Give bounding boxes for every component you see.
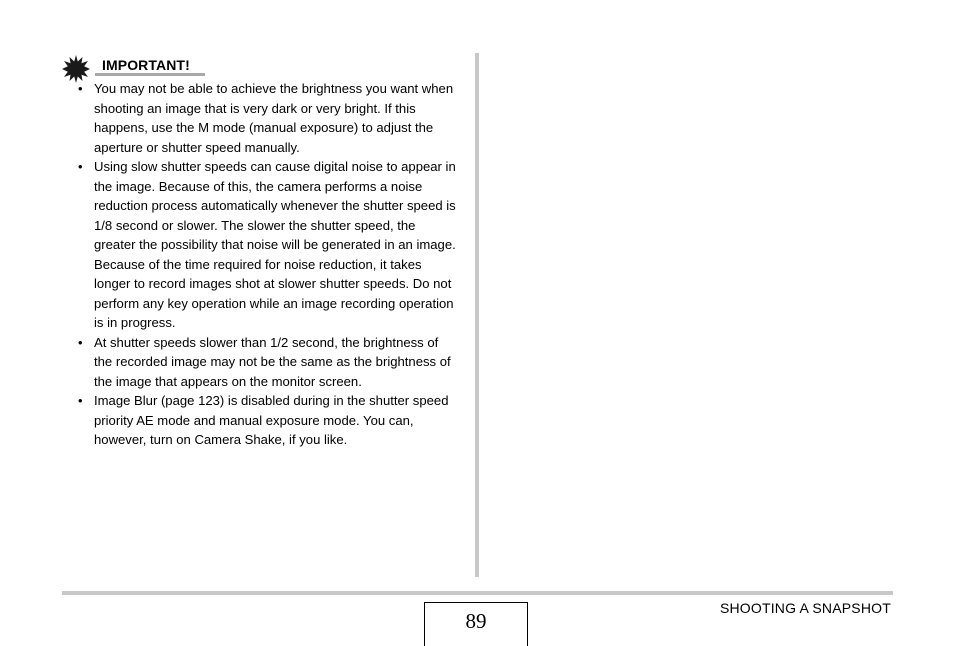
footer-rule [62, 591, 893, 595]
section-title: SHOOTING A SNAPSHOT [719, 600, 891, 616]
important-heading: IMPORTANT! [102, 57, 190, 73]
bullet-item: • At shutter speeds slower than 1/2 second, the brightness of the recorded image may not be the same as the brightness of the image that appears on the monitor screen. [78, 333, 458, 392]
bullet-item: • Image Blur (page 123) is disabled during in the shutter speed priority AE mode and manual exposure mode. You can, however, turn on Camera Shake, if you like. [78, 391, 458, 450]
column-divider [475, 53, 479, 577]
bullet-item: • Using slow shutter speeds can cause digital noise to appear in the image. Because of this, the camera performs a noise reduction process automatically whenever the shutter speed is 1/8 second or slower. The slower the shutter speed, the greater the possibility that noise will be generated in an image. Because of the time required for noise reduction, it takes longer to record images shot at slower shutter speeds. Do not perform any key operation while an image recording operation is in progress. [78, 157, 458, 333]
page-number: 89 [465, 609, 487, 633]
bullet-item: • You may not be able to achieve the brightness you want when shooting an image that is very dark or very bright. If this happens, use the M mode (manual exposure) to adjust the aperture or shutter speed manually. [78, 79, 458, 157]
page-number-box [424, 602, 528, 646]
important-bullet-list [78, 79, 458, 450]
heading-underline [95, 73, 205, 76]
